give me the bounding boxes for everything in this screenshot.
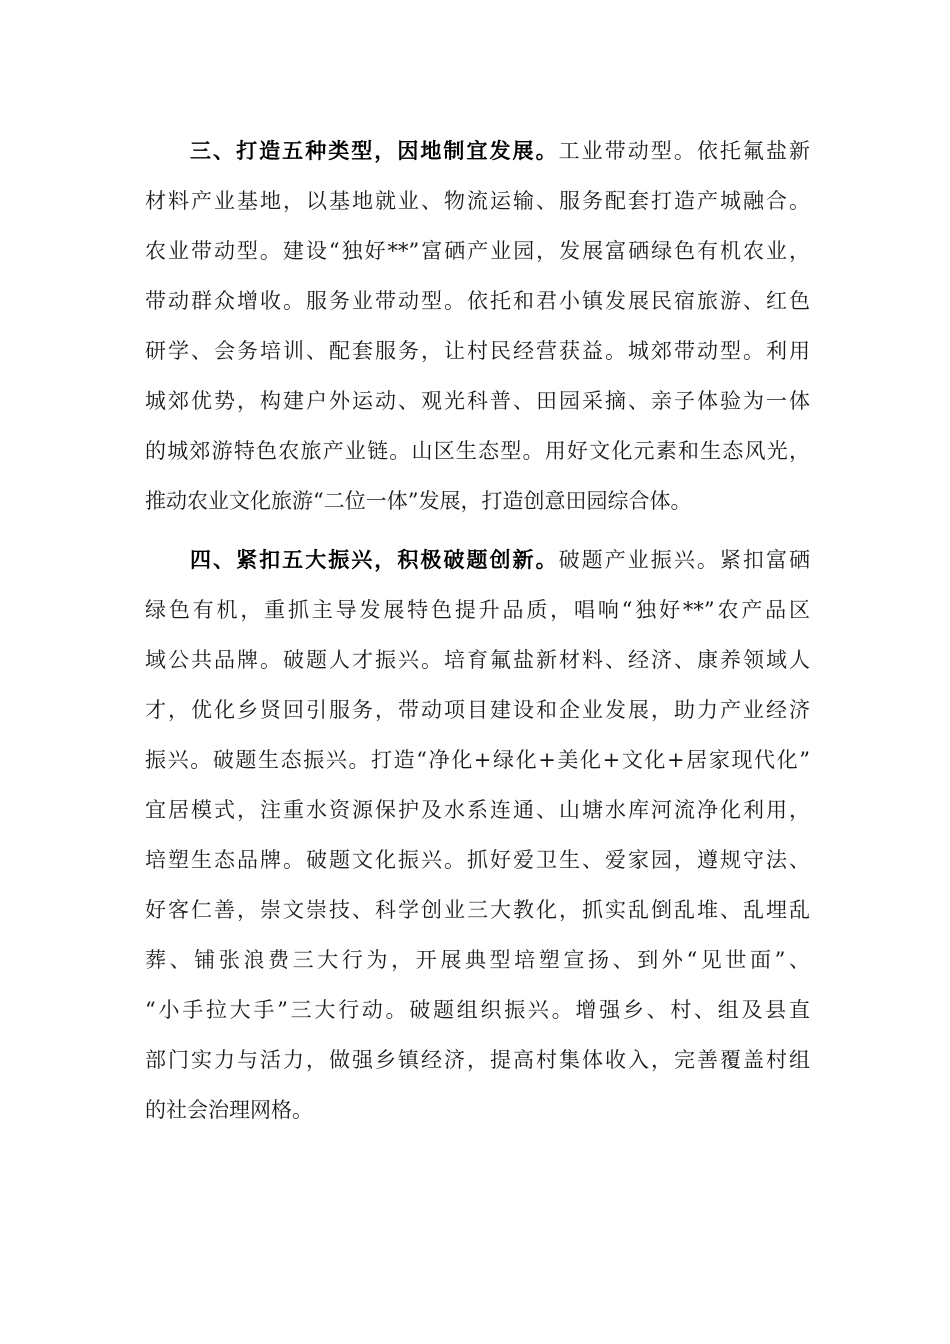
paragraph-2-line-11: 部门实力与活力，做强乡镇经济，提高村集体收入，完善覆盖村组 <box>145 1048 810 1072</box>
paragraph-1-heading: 三、打造五种类型，因地制宜发展。 <box>190 138 559 163</box>
paragraph-1-line-7: 的城郊游特色农旅产业链。山区生态型。用好文化元素和生态风光， <box>145 439 810 463</box>
paragraph-2-line-7: 培塑生态品牌。破题文化振兴。抓好爱卫生、爱家园，遵规守法、 <box>145 848 810 872</box>
paragraph-2-heading: 四、紧扣五大振兴，积极破题创新。 <box>190 547 559 572</box>
paragraph-2-line-10: “小手拉大手”三大行动。破题组织振兴。增强乡、村、组及县直 <box>145 998 810 1022</box>
paragraph-2-line-3: 域公共品牌。破题人才振兴。培育氟盐新材料、经济、康养领域人 <box>145 648 810 672</box>
paragraph-1-line-8: 推动农业文化旅游“二位一体”发展，打造创意田园综合体。 <box>145 489 692 513</box>
paragraph-2-line-2: 绿色有机，重抓主导发展特色提升品质，唱响“独好**”农产品区 <box>145 598 810 622</box>
paragraph-1-line-5: 研学、会务培训、配套服务，让村民经营获益。城郊带动型。利用 <box>145 339 810 363</box>
paragraph-2-line-1-text: 破题产业振兴。紧扣富硒 <box>558 548 811 572</box>
paragraph-1-line-3: 农业带动型。建设“独好**”富硒产业园，发展富硒绿色有机农业， <box>145 239 810 263</box>
paragraph-1-line-4: 带动群众增收。服务业带动型。依托和君小镇发展民宿旅游、红色 <box>145 289 810 313</box>
paragraph-1-line-2: 材料产业基地，以基地就业、物流运输、服务配套打造产城融合。 <box>145 189 810 213</box>
paragraph-2-line-6: 宜居模式，注重水资源保护及水系连通、山塘水库河流净化利用， <box>145 798 810 822</box>
paragraph-2-line-8: 好客仁善，崇文崇技、科学创业三大教化，抓实乱倒乱堆、乱埋乱 <box>145 898 810 922</box>
paragraph-2-line-9: 葬、铺张浪费三大行为，开展典型培塑宣扬、到外“见世面”、 <box>145 948 810 972</box>
paragraph-2-line-12: 的社会治理网格。 <box>145 1098 313 1122</box>
paragraph-2-line-5: 振兴。破题生态振兴。打造“净化+绿化+美化+文化+居家现代化” <box>145 748 810 772</box>
paragraph-1-line-1 <box>190 136 810 186</box>
paragraph-2-line-1 <box>190 545 810 595</box>
paragraph-2-line-4: 才，优化乡贤回引服务，带动项目建设和企业发展，助力产业经济 <box>145 698 810 722</box>
paragraph-1-line-1-text: 工业带动型。依托氟盐新 <box>558 139 811 163</box>
paragraph-1-line-6: 城郊优势，构建户外运动、观光科普、田园采摘、亲子体验为一体 <box>145 389 810 413</box>
